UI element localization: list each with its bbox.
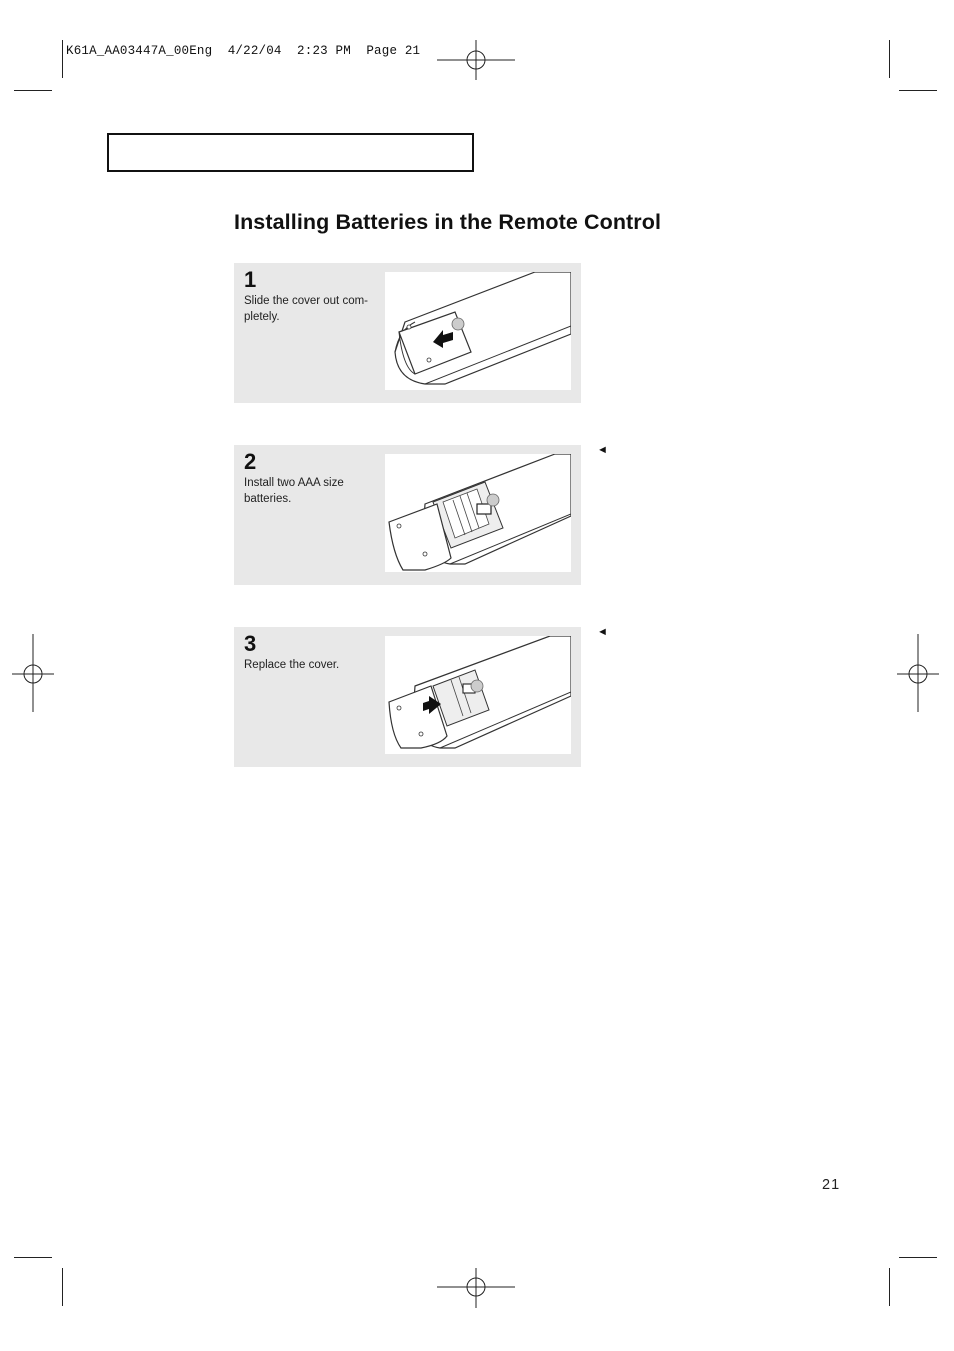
step-panel-3 bbox=[234, 627, 581, 767]
crop-mark-bottom-right-h bbox=[899, 1257, 937, 1258]
note-marker: ◄ bbox=[597, 626, 608, 638]
page-number: 21 bbox=[822, 1177, 841, 1193]
step-instruction: Install two AAA size batteries. bbox=[244, 477, 344, 505]
step-panel-2 bbox=[234, 445, 581, 585]
registration-right-icon bbox=[897, 634, 939, 714]
step-number: 1 bbox=[244, 267, 257, 292]
registration-bottom-icon bbox=[437, 1268, 517, 1308]
remote-cover-replace-icon bbox=[385, 636, 571, 754]
remote-cover-slide-out-icon bbox=[385, 272, 571, 390]
step-panel-1 bbox=[234, 263, 581, 403]
crop-mark-top-right-h bbox=[899, 90, 937, 91]
step-instruction: Slide the cover out com-pletely. bbox=[244, 295, 369, 323]
step-number: 2 bbox=[244, 449, 257, 474]
step-instruction: Replace the cover. bbox=[244, 659, 340, 671]
note-marker: ◄ bbox=[597, 444, 608, 456]
crop-mark-bottom-left-h bbox=[14, 1257, 52, 1258]
step-number: 3 bbox=[244, 631, 257, 656]
crop-mark-bottom-left-v bbox=[62, 1268, 63, 1306]
crop-mark-bottom-right-v bbox=[889, 1268, 890, 1306]
crop-mark-top-left-h bbox=[14, 90, 52, 91]
chapter-header-box bbox=[107, 133, 474, 172]
registration-left-icon bbox=[12, 634, 54, 714]
remote-batteries-installed-icon bbox=[385, 454, 571, 572]
section-title: Installing Batteries in the Remote Control bbox=[234, 210, 662, 234]
registration-top-icon bbox=[437, 40, 517, 80]
print-slug-line: K61A_AA03447A_00Eng 4/22/04 2:23 PM Page 21 bbox=[66, 44, 421, 58]
crop-mark-top-left-v bbox=[62, 40, 63, 78]
crop-mark-top-right-v bbox=[889, 40, 890, 78]
